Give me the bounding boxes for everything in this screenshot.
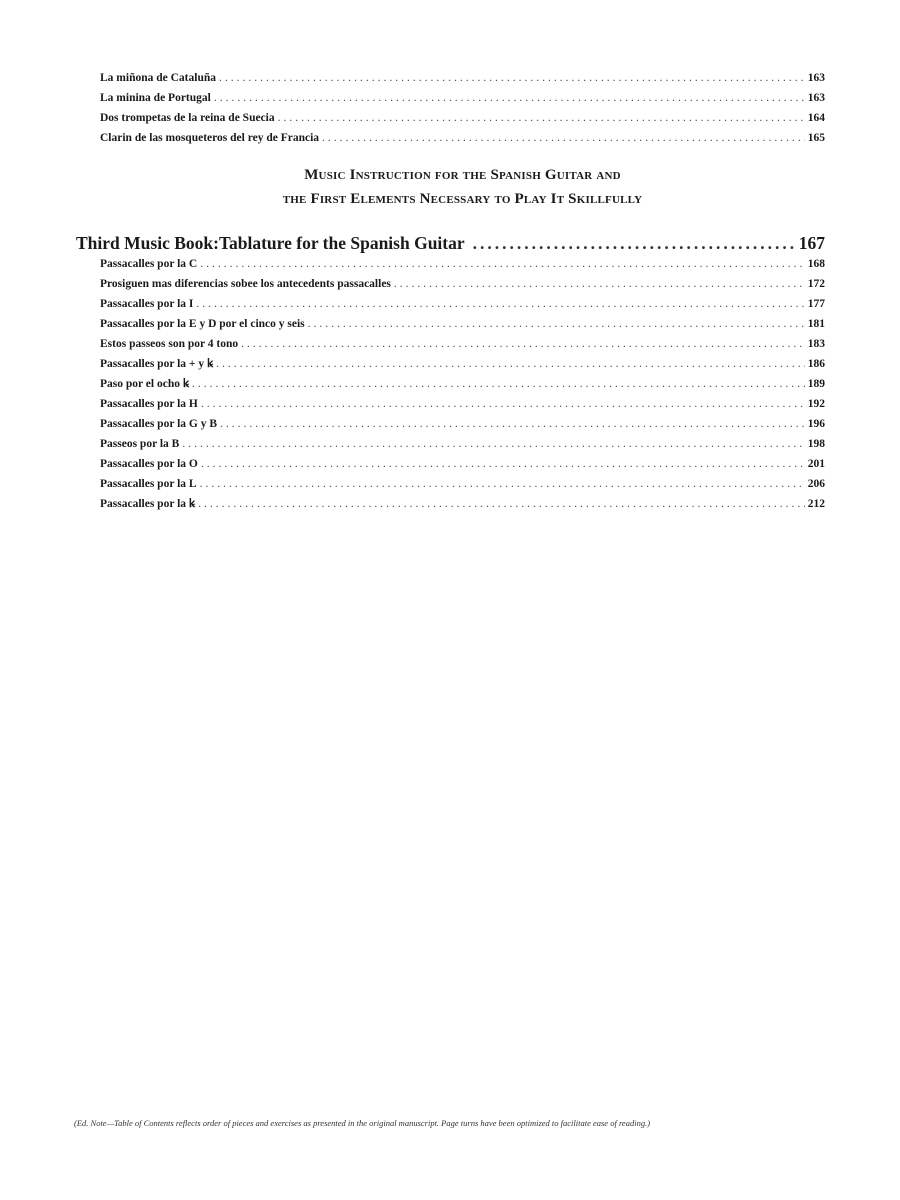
toc-entry-title: Passacalles por la + y ꝃ	[100, 358, 214, 370]
leader-dots	[182, 434, 804, 454]
toc-entry-page: 186	[807, 358, 825, 370]
toc-entry	[100, 394, 825, 414]
toc-entry-page: 189	[807, 378, 825, 390]
toc-entry	[100, 314, 825, 334]
toc-entry	[100, 274, 825, 294]
toc-entry-page: 165	[807, 132, 825, 144]
leader-dots	[394, 274, 805, 294]
toc-entry	[100, 88, 825, 108]
toc-entry	[100, 414, 825, 434]
leader-dots	[220, 414, 805, 434]
toc-entry-page: 183	[807, 338, 825, 350]
toc-entry-page: 192	[807, 398, 825, 410]
leader-dots	[322, 128, 805, 148]
editor-footnote: (Ed. Note—Table of Contents reflects order of pieces and exercises as presented in the original manuscript. Page turns have been optimized to facilitate ease of reading.)	[74, 1118, 651, 1128]
leader-dots	[196, 294, 804, 314]
toc-entry-title: Clarin de las mosqueteros del rey de Francia	[100, 132, 320, 144]
leader-dots	[278, 108, 805, 128]
toc-entry-page: 163	[807, 72, 825, 84]
leader-dots	[241, 334, 805, 354]
leader-dots	[216, 354, 805, 374]
toc-entry-page: 196	[807, 418, 825, 430]
toc-entry-title: La minina de Portugal	[100, 92, 211, 104]
toc-entry-page: 206	[807, 478, 825, 490]
toc-entry-title: Passacalles por la C	[100, 258, 198, 270]
toc-entry	[100, 494, 825, 514]
toc-entry-title: Passacalles por la L	[100, 478, 197, 490]
toc-entry-page: 198	[807, 438, 825, 450]
toc-entry-page: 163	[807, 92, 825, 104]
toc-entry-title: Passacalles por la O	[100, 458, 198, 470]
toc-top-entries	[100, 68, 825, 148]
toc-entry-page: 172	[807, 278, 825, 290]
toc-major-entry	[76, 230, 825, 256]
leader-dots	[214, 88, 805, 108]
toc-entry	[100, 334, 825, 354]
toc-entry	[100, 254, 825, 274]
leader-dots	[192, 374, 805, 394]
toc-major-entry-title: Third Music Book:Tablature for the Spanish Guitar	[76, 233, 465, 253]
toc-entry-title: Dos trompetas de la reina de Suecia	[100, 112, 275, 124]
toc-entry-title: Passacalles por la ꝃ	[100, 498, 196, 510]
toc-entry-title: Prosiguen mas diferencias sobee los antecedents passacalles	[100, 278, 391, 290]
leader-dots	[198, 494, 805, 514]
toc-entry	[100, 434, 825, 454]
toc-entry-page: 168	[807, 258, 825, 270]
leader-dots	[200, 254, 805, 274]
toc-entry-title: Estos passeos son por 4 tono	[100, 338, 239, 350]
toc-entry	[100, 128, 825, 148]
toc-entry-title: Passacalles por la G y B	[100, 418, 218, 430]
toc-entry-title: Passeos por la B	[100, 438, 180, 450]
toc-entry-page: 177	[807, 298, 825, 310]
leader-dots	[473, 230, 795, 256]
section-heading-line-2: the First Elements Necessary to Play It Skillfully	[282, 191, 643, 207]
leader-dots	[200, 474, 805, 494]
toc-entry	[100, 294, 825, 314]
toc-entry	[100, 374, 825, 394]
toc-entry-title: Passacalles por la H	[100, 398, 198, 410]
section-heading	[100, 163, 825, 211]
leader-dots	[308, 314, 805, 334]
toc-entry-page: 201	[807, 458, 825, 470]
toc-entry	[100, 474, 825, 494]
toc-entry-page: 212	[807, 498, 825, 510]
toc-entry	[100, 68, 825, 88]
toc-entry	[100, 108, 825, 128]
leader-dots	[219, 68, 805, 88]
toc-entry-title: Passacalles por la E y D por el cinco y seis	[100, 318, 305, 330]
toc-sub-entries	[100, 254, 825, 514]
toc-entry-title: La miñona de Cataluña	[100, 72, 216, 84]
toc-entry	[100, 454, 825, 474]
toc-entry-title: Passacalles por la I	[100, 298, 194, 310]
section-heading-line-1: Music Instruction for the Spanish Guitar and	[304, 167, 621, 183]
leader-dots	[201, 454, 805, 474]
toc-entry-page: 181	[807, 318, 825, 330]
leader-dots	[201, 394, 805, 414]
toc-entry-page: 164	[807, 112, 825, 124]
toc-entry	[100, 354, 825, 374]
toc-major-entry-page: 167	[798, 233, 825, 253]
toc-entry-title: Paso por el ocho ꝃ	[100, 378, 189, 390]
